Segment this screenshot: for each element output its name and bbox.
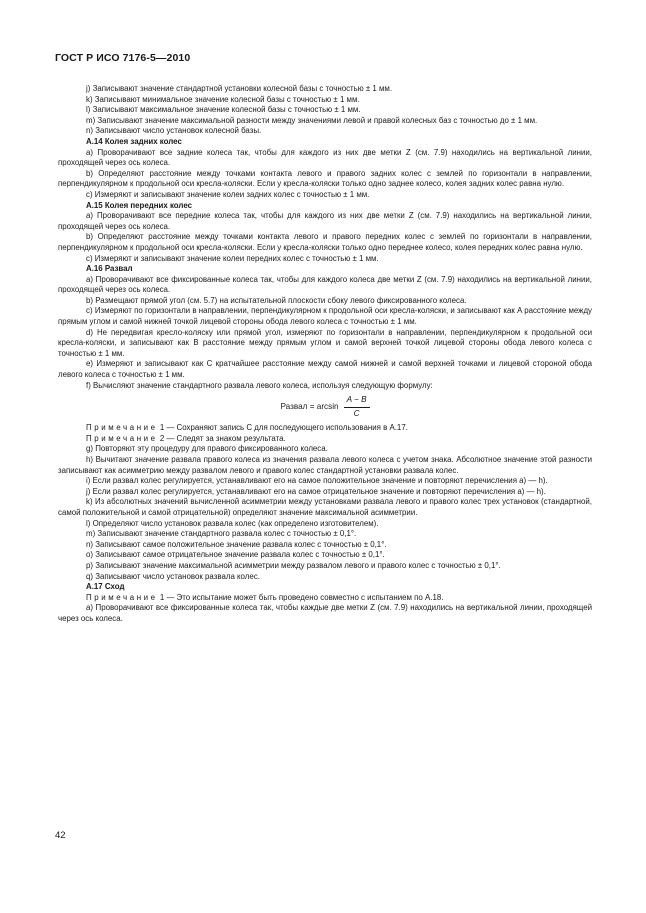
- paragraph: c) Измеряют по горизонтали в направлении, перпендикулярном к продольной оси кресла-коляски, и записывают как A расстояние между прямым углом и самой нижней точкой лицевой стороны обода левого колеса с точностью ± 1 мм.: [58, 306, 592, 327]
- paragraph: l) Записывают максимальное значение колесной базы с точностью ± 1 мм.: [86, 105, 361, 115]
- document-body: [58, 84, 592, 625]
- paragraph: k) Из абсолютных значений вычисленной асимметрии между установками развала левого и правого колес трех установок (стандартной, самой положительной и самой отрицательной) определяют значение максимальной асимметрии.: [58, 497, 592, 517]
- section-heading: А.17 Сход: [86, 582, 125, 592]
- note-label: Примечание: [86, 592, 158, 602]
- paragraph: f) Вычисляют значение стандартного развала левого колеса, используя следующую формулу:: [86, 380, 433, 390]
- paragraph: k) Записывают минимальное значение колесной базы с точностью ± 1 мм.: [86, 94, 360, 104]
- note-label: Примечание: [86, 433, 158, 443]
- paragraph: p) Записывают значение максимальной асимметрии между развалом левого и правого колес с точностью ± 0,1°.: [86, 560, 501, 570]
- paragraph: m) Записывают значение максимальной разности между значениями левой и правой колесных баз с точностью до ± 1 мм.: [86, 115, 538, 125]
- paragraph: j) Если развал колес регулируется, устанавливают его на самое отрицательное значение и повторяют перечисления a) — h).: [86, 486, 546, 496]
- paragraph: h) Вычитают значение развала правого колеса из значения развала левого колеса с учетом знака. Абсолютное значение этой разности записывают как асимметрию между развалом левого и правого колес стандартной установки развала колес.: [58, 455, 592, 475]
- paragraph: j) Записывают значение стандартной установки колесной базы с точностью ± 1 мм.: [86, 84, 393, 93]
- document-header: ГОСТ Р ИСО 7176-5—2010: [55, 52, 191, 64]
- paragraph: n) Записывают самое положительное значение развала колес с точностью ± 0,1°.: [86, 539, 387, 549]
- paragraph: b) Определяют расстояние между точками контакта левого и правого задних колес с землей по горизонтали в направлении, перпендикулярном к продольной оси кресла-коляски. Если у кресла-коляски только одно заднее колесо, колея задних колес равна нулю.: [58, 168, 592, 189]
- paragraph: l) Определяют число установок развала колес (как определено изготовителем).: [86, 518, 379, 528]
- formula-fraction: [344, 395, 370, 419]
- paragraph: b) Определяют расстояние между точками контакта левого и правого передних колес с землей по горизонтали в направлении, перпендикулярном к продольной оси кресла-коляски. Если у кресла-коляски только одно переднее колесо, колея передних колес равна нулю.: [58, 232, 592, 252]
- paragraph: a) Проворачивают все фиксированные колеса так, чтобы каждые две метки Z (см. 7.9) находились на вертикальной линии, проходящей через ось колеса.: [58, 603, 592, 623]
- section-heading: А.15 Колея передних колес: [86, 200, 193, 210]
- paragraph: c) Измеряют и записывают значение колеи передних колес с точностью ± 1 мм.: [86, 253, 379, 263]
- note: [58, 423, 592, 434]
- formula-lhs: Развал = arcsin: [280, 401, 339, 411]
- paragraph: a) Проворачивают все задние колеса так, чтобы для каждого из них две метки Z (см. 7.9) находились на вертикальной линии, проходящей через ось колеса.: [58, 147, 592, 168]
- paragraph: c) Измеряют и записывают значение колеи задних колес с точностью ± 1 мм.: [86, 189, 370, 199]
- paragraph: d) Не передвигая кресло-коляску или прямой угол, измеряют по горизонтали в направлении, перпендикулярном к продольной оси кресла-коляски, и записывают как B расстояние между прямым углом и самой верхней точкой лицевой стороны обода левого колеса с точностью ± 1 мм.: [58, 327, 592, 358]
- paragraph: m) Записывают значение стандартного развала колес с точностью ± 0,1°.: [86, 529, 357, 539]
- note: [58, 434, 592, 445]
- note-text: 1 — Это испытание может быть проведено совместно с испытанием по А.18.: [157, 592, 444, 602]
- formula-numerator: A − B: [344, 395, 370, 408]
- paragraph: i) Если развал колес регулируется, устанавливают его на самое положительное значение и повторяют перечисления a) — h).: [86, 476, 548, 486]
- formula-denominator: C: [353, 408, 360, 418]
- note: [58, 593, 592, 604]
- paragraph: a) Проворачивают все фиксированные колеса так, чтобы для каждого колеса две метки Z (см. 7.9) находились на вертикальной линии, проходящей через ось колеса.: [58, 274, 592, 295]
- note-text: 1 — Сохраняют запись C для последующего использования в А.17.: [157, 423, 408, 433]
- paragraph: b) Размещают прямой угол (см. 5.7) на испытательной плоскости сбоку левого фиксированного колеса.: [86, 295, 467, 305]
- note-text: 2 — Следят за знаком результата.: [157, 433, 286, 443]
- paragraph: q) Записывают число установок развала колес.: [86, 571, 260, 581]
- note-label: Примечание: [86, 423, 158, 433]
- section-heading: А.16 Развал: [86, 264, 133, 274]
- paragraph: a) Проворачивают все передние колеса так, чтобы для каждого из них две метки Z (см. 7.9) находились на вертикальной линии, проходящей через ось колеса.: [58, 211, 592, 231]
- page-number: 42: [55, 830, 66, 841]
- paragraph: e) Измеряют и записывают как C кратчайшее расстояние между самой нижней и самой верхней точками и лицевой стороной обода левого колеса с точностью ± 1 мм.: [58, 359, 592, 380]
- camber-formula: [58, 391, 592, 423]
- paragraph: o) Записывают самое отрицательное значение развала колес с точностью ± 0,1°.: [86, 550, 385, 560]
- section-heading: А.14 Колея задних колес: [86, 136, 182, 146]
- paragraph: g) Повторяют эту процедуру для правого фиксированного колеса.: [86, 444, 328, 454]
- paragraph: n) Записывают число установок колесной базы.: [86, 126, 262, 136]
